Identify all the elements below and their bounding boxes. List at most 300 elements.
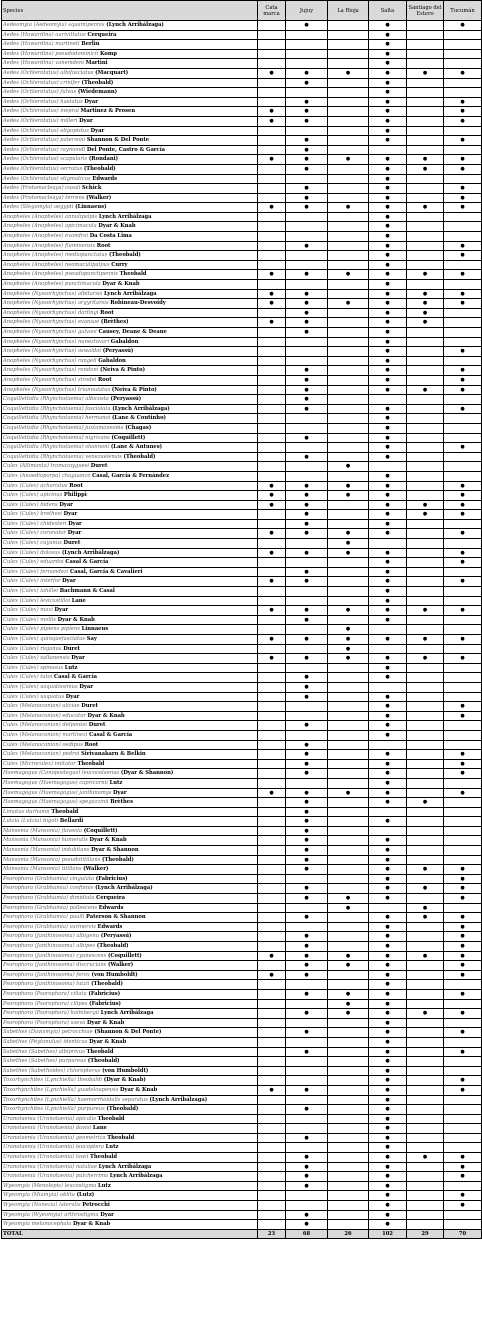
presence-dot-jujuy xyxy=(286,116,328,126)
species-name: Culex (Melanoconion) aliciae xyxy=(3,703,80,710)
presence-dot-santiago-del-estero xyxy=(407,635,444,645)
table-row xyxy=(2,769,482,779)
species-author: Dyar xyxy=(65,693,80,700)
presence-dot-santiago-del-estero xyxy=(407,500,444,510)
empty-cell-la-rioja xyxy=(328,308,369,318)
empty-cell-jujuy xyxy=(286,174,328,184)
species-name: Psorophora (Janthinosoma) lutzii xyxy=(3,981,90,988)
empty-cell-santiago-del-estero xyxy=(407,836,444,846)
species-name: Sabethes (Sabethoides) chloropterus xyxy=(3,1067,101,1074)
table-row xyxy=(2,318,482,328)
species-cell xyxy=(2,539,258,549)
presence-dot-jujuy xyxy=(286,1047,328,1057)
presence-dot-jujuy xyxy=(286,798,328,808)
presence-dot-jujuy xyxy=(286,395,328,405)
species-author: Casal & García xyxy=(53,674,98,681)
species-author: (Lynch Arribálzaga) xyxy=(112,405,170,412)
empty-cell-la-rioja xyxy=(328,587,369,597)
presence-dot-santiago-del-estero xyxy=(407,299,444,309)
empty-cell-jujuy xyxy=(286,30,328,40)
empty-cell-tucuman xyxy=(444,1133,482,1143)
species-author: (Lane & Antunes) xyxy=(110,444,163,451)
table-row xyxy=(2,366,482,376)
empty-cell-catamarca xyxy=(258,519,286,529)
table-row xyxy=(2,625,482,635)
empty-cell-santiago-del-estero xyxy=(407,423,444,433)
total-salta: 102 xyxy=(369,1229,407,1239)
species-author: Duret xyxy=(63,540,81,547)
species-author: Gabaldon xyxy=(110,338,139,345)
presence-dot-salta xyxy=(369,212,407,222)
table-row xyxy=(2,980,482,990)
table-row xyxy=(2,212,482,222)
empty-cell-jujuy xyxy=(286,730,328,740)
presence-dot-salta xyxy=(369,817,407,827)
table-row xyxy=(2,778,482,788)
empty-cell-santiago-del-estero xyxy=(407,1066,444,1076)
species-author: Dyar xyxy=(100,1211,114,1218)
species-name: Mansonia (Mansonia) pseudotitillans xyxy=(3,856,101,863)
table-row xyxy=(2,222,482,232)
empty-cell-la-rioja xyxy=(328,1210,369,1220)
empty-cell-la-rioja xyxy=(328,21,369,31)
species-cell xyxy=(2,884,258,894)
table-row xyxy=(2,174,482,184)
presence-dot-jujuy xyxy=(286,519,328,529)
presence-dot-salta xyxy=(369,1143,407,1153)
species-author: Casal & García xyxy=(65,559,109,566)
empty-cell-santiago-del-estero xyxy=(407,1133,444,1143)
table-row xyxy=(2,107,482,117)
table-row xyxy=(2,145,482,155)
empty-cell-santiago-del-estero xyxy=(407,942,444,952)
empty-cell-la-rioja xyxy=(328,922,369,932)
species-author: Theobald xyxy=(119,271,147,278)
empty-cell-la-rioja xyxy=(328,1191,369,1201)
presence-dot-santiago-del-estero xyxy=(407,654,444,664)
species-name: Aedes (Ochlerotatus) serratus xyxy=(3,165,83,172)
presence-dot-jujuy xyxy=(286,817,328,827)
species-name: Aedes (Protomacleaya) terrens xyxy=(3,194,85,201)
species-name: Limatus durhamii xyxy=(3,808,50,815)
empty-cell-tucuman xyxy=(444,414,482,424)
species-name: Culex (Culex) spinosus xyxy=(3,664,64,671)
species-cell xyxy=(2,97,258,107)
species-cell xyxy=(2,922,258,932)
species-author: Lane xyxy=(92,1125,107,1132)
empty-cell-tucuman xyxy=(444,1095,482,1105)
presence-dot-santiago-del-estero xyxy=(407,913,444,923)
species-name: Aedes (Ochlerotatus) scapularis xyxy=(3,156,88,163)
presence-dot-la-rioja xyxy=(328,999,369,1009)
presence-dot-tucuman xyxy=(444,184,482,194)
presence-dot-salta xyxy=(369,21,407,31)
empty-cell-tucuman xyxy=(444,567,482,577)
presence-dot-tucuman xyxy=(444,289,482,299)
species-author: (Fabricius) xyxy=(95,875,128,882)
presence-dot-santiago-del-estero xyxy=(407,68,444,78)
presence-dot-jujuy xyxy=(286,193,328,203)
species-author: Dyar xyxy=(113,789,127,796)
presence-dot-tucuman xyxy=(444,654,482,664)
species-name: Anopheles (Anopheles) apicimacula xyxy=(3,223,97,230)
presence-dot-catamarca xyxy=(258,788,286,798)
species-cell xyxy=(2,1210,258,1220)
table-row xyxy=(2,1201,482,1211)
empty-cell-la-rioja xyxy=(328,1076,369,1086)
empty-cell-santiago-del-estero xyxy=(407,222,444,232)
presence-dot-jujuy xyxy=(286,884,328,894)
species-name: Aedes (Ochlerotatus) stigmaticus xyxy=(3,175,91,182)
empty-cell-tucuman xyxy=(444,903,482,913)
presence-dot-jujuy xyxy=(286,913,328,923)
species-cell xyxy=(2,1114,258,1124)
species-name: Culex (Melanoconion) delpontei xyxy=(3,722,88,729)
empty-cell-la-rioja xyxy=(328,222,369,232)
species-cell xyxy=(2,289,258,299)
species-name: Anopheles (Nyssorhynchus) evansae xyxy=(3,319,100,326)
species-name: Anopheles (Nyssorhynchus) rondoni xyxy=(3,367,99,374)
empty-cell-catamarca xyxy=(258,414,286,424)
species-name: Culex (Culex) chidesteri xyxy=(3,520,67,527)
empty-cell-jujuy xyxy=(286,874,328,884)
presence-dot-salta xyxy=(369,673,407,683)
empty-cell-catamarca xyxy=(258,587,286,597)
presence-dot-catamarca xyxy=(258,481,286,491)
empty-cell-la-rioja xyxy=(328,78,369,88)
empty-cell-catamarca xyxy=(258,356,286,366)
presence-dot-salta xyxy=(369,587,407,597)
empty-cell-salta xyxy=(369,903,407,913)
species-name: Culex (Culex) fernandezi xyxy=(3,568,69,575)
empty-cell-tucuman xyxy=(444,423,482,433)
empty-cell-catamarca xyxy=(258,922,286,932)
species-cell xyxy=(2,1095,258,1105)
presence-dot-jujuy xyxy=(286,740,328,750)
species-cell xyxy=(2,462,258,472)
species-cell xyxy=(2,980,258,990)
empty-cell-catamarca xyxy=(258,1047,286,1057)
species-author: (Walker) xyxy=(83,866,109,873)
species-cell xyxy=(2,836,258,846)
empty-cell-santiago-del-estero xyxy=(407,999,444,1009)
presence-dot-jujuy xyxy=(286,385,328,395)
presence-dot-salta xyxy=(369,107,407,117)
species-author: Edwards xyxy=(97,923,123,930)
empty-cell-santiago-del-estero xyxy=(407,702,444,712)
species-author: Dyar xyxy=(68,520,82,527)
empty-cell-tucuman xyxy=(444,1124,482,1134)
empty-cell-la-rioja xyxy=(328,280,369,290)
empty-cell-santiago-del-estero xyxy=(407,337,444,347)
empty-cell-la-rioja xyxy=(328,433,369,443)
presence-dot-salta xyxy=(369,894,407,904)
empty-cell-catamarca xyxy=(258,174,286,184)
species-author: (Linnaeus) xyxy=(75,204,107,211)
species-author: Root xyxy=(69,482,83,489)
empty-cell-santiago-del-estero xyxy=(407,587,444,597)
species-name: Toxorhynchites (Lynchiella) guadeloupensis xyxy=(3,1086,119,1093)
species-cell xyxy=(2,203,258,213)
empty-cell-santiago-del-estero xyxy=(407,567,444,577)
presence-dot-jujuy xyxy=(286,481,328,491)
species-name: Coquillettidia (Rhynchotaenia) fasciolata xyxy=(3,405,111,412)
empty-cell-la-rioja xyxy=(328,596,369,606)
presence-dot-jujuy xyxy=(286,1181,328,1191)
table-row xyxy=(2,347,482,357)
empty-cell-la-rioja xyxy=(328,347,369,357)
empty-cell-salta xyxy=(369,395,407,405)
species-name: Anopheles (Nyssorhynchus) nuneztovari xyxy=(3,338,110,345)
empty-cell-salta xyxy=(369,740,407,750)
empty-cell-santiago-del-estero xyxy=(407,730,444,740)
empty-cell-santiago-del-estero xyxy=(407,855,444,865)
presence-dot-salta xyxy=(369,606,407,616)
empty-cell-santiago-del-estero xyxy=(407,251,444,261)
empty-cell-jujuy xyxy=(286,471,328,481)
empty-cell-la-rioja xyxy=(328,1028,369,1038)
species-name: Haemagogus (Haemagogus) janthinomys xyxy=(3,789,112,796)
table-row xyxy=(2,558,482,568)
table-row xyxy=(2,913,482,923)
presence-dot-tucuman xyxy=(444,932,482,942)
species-author: (Peryassú) xyxy=(102,348,134,355)
table-row xyxy=(2,673,482,683)
empty-cell-la-rioja xyxy=(328,366,369,376)
species-author: (Lutz) xyxy=(76,1192,95,1199)
species-name: Uranotaenia (Uranotaenia) geometrica xyxy=(3,1134,106,1141)
presence-dot-salta xyxy=(369,788,407,798)
species-cell xyxy=(2,1124,258,1134)
empty-cell-tucuman xyxy=(444,644,482,654)
empty-cell-santiago-del-estero xyxy=(407,1201,444,1211)
species-author: Root xyxy=(84,741,99,748)
empty-cell-la-rioja xyxy=(328,1114,369,1124)
empty-cell-jujuy xyxy=(286,702,328,712)
presence-dot-tucuman xyxy=(444,922,482,932)
presence-dot-tucuman xyxy=(444,989,482,999)
presence-dot-la-rioja xyxy=(328,481,369,491)
presence-dot-jujuy xyxy=(286,318,328,328)
presence-dot-tucuman xyxy=(444,865,482,875)
empty-cell-santiago-del-estero xyxy=(407,1124,444,1134)
table-row xyxy=(2,567,482,577)
presence-dot-salta xyxy=(369,500,407,510)
presence-dot-salta xyxy=(369,136,407,146)
presence-dot-tucuman xyxy=(444,347,482,357)
empty-cell-jujuy xyxy=(286,999,328,1009)
empty-cell-la-rioja xyxy=(328,567,369,577)
empty-cell-jujuy xyxy=(286,1114,328,1124)
species-author: (Peryassú) xyxy=(110,396,142,403)
empty-cell-jujuy xyxy=(286,625,328,635)
table-row xyxy=(2,903,482,913)
table-row xyxy=(2,519,482,529)
presence-dot-jujuy xyxy=(286,673,328,683)
species-name: Culex (Microculex) imitator xyxy=(3,760,76,767)
presence-dot-salta xyxy=(369,1124,407,1134)
species-cell xyxy=(2,558,258,568)
presence-dot-tucuman xyxy=(444,529,482,539)
species-author: Lynch Arribálzaga xyxy=(103,290,157,297)
presence-dot-jujuy xyxy=(286,289,328,299)
species-cell xyxy=(2,414,258,424)
species-cell xyxy=(2,49,258,59)
presence-dot-jujuy xyxy=(286,68,328,78)
empty-cell-tucuman xyxy=(444,452,482,462)
empty-cell-la-rioja xyxy=(328,88,369,98)
presence-dot-catamarca xyxy=(258,970,286,980)
presence-dot-jujuy xyxy=(286,750,328,760)
empty-cell-catamarca xyxy=(258,913,286,923)
empty-cell-tucuman xyxy=(444,1220,482,1230)
species-name: Psorophora (Psorophora) holmbergii xyxy=(3,1010,100,1017)
presence-dot-jujuy xyxy=(286,1085,328,1095)
header-species: Species xyxy=(2,1,258,21)
species-name: Aedes (Ochlerotatus) patersoni xyxy=(3,137,86,144)
presence-dot-santiago-del-estero xyxy=(407,865,444,875)
species-cell xyxy=(2,433,258,443)
presence-dot-la-rioja xyxy=(328,539,369,549)
species-author: Lynch Arribálzaga xyxy=(100,1010,154,1017)
presence-dot-salta xyxy=(369,193,407,203)
empty-cell-salta xyxy=(369,682,407,692)
table-row xyxy=(2,423,482,433)
empty-cell-la-rioja xyxy=(328,251,369,261)
presence-dot-salta xyxy=(369,778,407,788)
presence-dot-jujuy xyxy=(286,635,328,645)
species-cell xyxy=(2,1181,258,1191)
empty-cell-la-rioja xyxy=(328,798,369,808)
species-cell xyxy=(2,606,258,616)
empty-cell-catamarca xyxy=(258,1210,286,1220)
table-row xyxy=(2,232,482,242)
empty-cell-catamarca xyxy=(258,817,286,827)
empty-cell-santiago-del-estero xyxy=(407,280,444,290)
table-row xyxy=(2,1153,482,1163)
presence-dot-la-rioja xyxy=(328,270,369,280)
species-cell xyxy=(2,874,258,884)
presence-dot-salta xyxy=(369,164,407,174)
empty-cell-catamarca xyxy=(258,558,286,568)
species-cell xyxy=(2,1085,258,1095)
empty-cell-la-rioja xyxy=(328,49,369,59)
empty-cell-jujuy xyxy=(286,596,328,606)
species-name: Toxorhynchites (Lynchiella) purpureus xyxy=(3,1106,105,1113)
presence-dot-santiago-del-estero xyxy=(407,308,444,318)
presence-dot-catamarca xyxy=(258,500,286,510)
species-cell xyxy=(2,1133,258,1143)
empty-cell-la-rioja xyxy=(328,682,369,692)
presence-dot-jujuy xyxy=(286,136,328,146)
empty-cell-catamarca xyxy=(258,1105,286,1115)
empty-cell-santiago-del-estero xyxy=(407,78,444,88)
empty-cell-jujuy xyxy=(286,1191,328,1201)
table-row xyxy=(2,452,482,462)
empty-cell-tucuman xyxy=(444,328,482,338)
presence-dot-salta xyxy=(369,40,407,50)
species-author: (Rondani) xyxy=(88,156,119,163)
species-author: Dyar xyxy=(63,511,78,518)
empty-cell-tucuman xyxy=(444,174,482,184)
empty-cell-santiago-del-estero xyxy=(407,558,444,568)
species-cell xyxy=(2,500,258,510)
species-cell xyxy=(2,107,258,117)
empty-cell-santiago-del-estero xyxy=(407,462,444,472)
presence-dot-jujuy xyxy=(286,452,328,462)
presence-dot-salta xyxy=(369,88,407,98)
species-author: Theobald xyxy=(77,760,105,767)
empty-cell-catamarca xyxy=(258,1133,286,1143)
table-row xyxy=(2,241,482,251)
species-author: Root xyxy=(98,376,112,383)
species-author: Casal, García & Fernández xyxy=(92,472,170,479)
empty-cell-catamarca xyxy=(258,443,286,453)
empty-cell-santiago-del-estero xyxy=(407,721,444,731)
empty-cell-tucuman xyxy=(444,395,482,405)
table-row xyxy=(2,1124,482,1134)
empty-cell-catamarca xyxy=(258,730,286,740)
empty-cell-la-rioja xyxy=(328,615,369,625)
presence-dot-jujuy xyxy=(286,807,328,817)
species-cell xyxy=(2,328,258,338)
presence-dot-jujuy xyxy=(286,1220,328,1230)
species-name: Wyeomyia (Menolepis) leucostigma xyxy=(3,1182,97,1189)
empty-cell-tucuman xyxy=(444,682,482,692)
presence-dot-salta xyxy=(369,414,407,424)
empty-cell-la-rioja xyxy=(328,826,369,836)
presence-dot-salta xyxy=(369,922,407,932)
empty-cell-tucuman xyxy=(444,663,482,673)
presence-dot-jujuy xyxy=(286,577,328,587)
presence-dot-salta xyxy=(369,1133,407,1143)
species-author: (Coquillett) xyxy=(111,434,146,441)
species-cell xyxy=(2,596,258,606)
presence-dot-salta xyxy=(369,1201,407,1211)
empty-cell-la-rioja xyxy=(328,1201,369,1211)
species-cell xyxy=(2,970,258,980)
species-name: Psorophora (Janthinosoma) discrucians xyxy=(3,962,107,969)
species-author: (Brèthes) xyxy=(100,319,129,326)
table-row xyxy=(2,846,482,856)
table-row xyxy=(2,270,482,280)
species-author: Duret xyxy=(63,645,80,652)
table-row xyxy=(2,68,482,78)
empty-cell-catamarca xyxy=(258,625,286,635)
presence-dot-jujuy xyxy=(286,270,328,280)
presence-dot-salta xyxy=(369,1037,407,1047)
empty-cell-jujuy xyxy=(286,1037,328,1047)
species-author: Linnaeus xyxy=(81,626,109,633)
species-author: Duret xyxy=(88,722,106,729)
presence-dot-catamarca xyxy=(258,289,286,299)
empty-cell-santiago-del-estero xyxy=(407,232,444,242)
empty-cell-santiago-del-estero xyxy=(407,519,444,529)
presence-dot-jujuy xyxy=(286,404,328,414)
species-cell xyxy=(2,798,258,808)
empty-cell-jujuy xyxy=(286,212,328,222)
species-name: Culex (Culex) usquatissimus xyxy=(3,683,78,690)
species-author: Edwards xyxy=(98,904,124,911)
empty-cell-salta xyxy=(369,644,407,654)
empty-cell-catamarca xyxy=(258,1057,286,1067)
species-cell xyxy=(2,136,258,146)
empty-cell-catamarca xyxy=(258,644,286,654)
empty-cell-jujuy xyxy=(286,337,328,347)
empty-cell-catamarca xyxy=(258,1220,286,1230)
presence-dot-tucuman xyxy=(444,155,482,165)
species-cell xyxy=(2,682,258,692)
